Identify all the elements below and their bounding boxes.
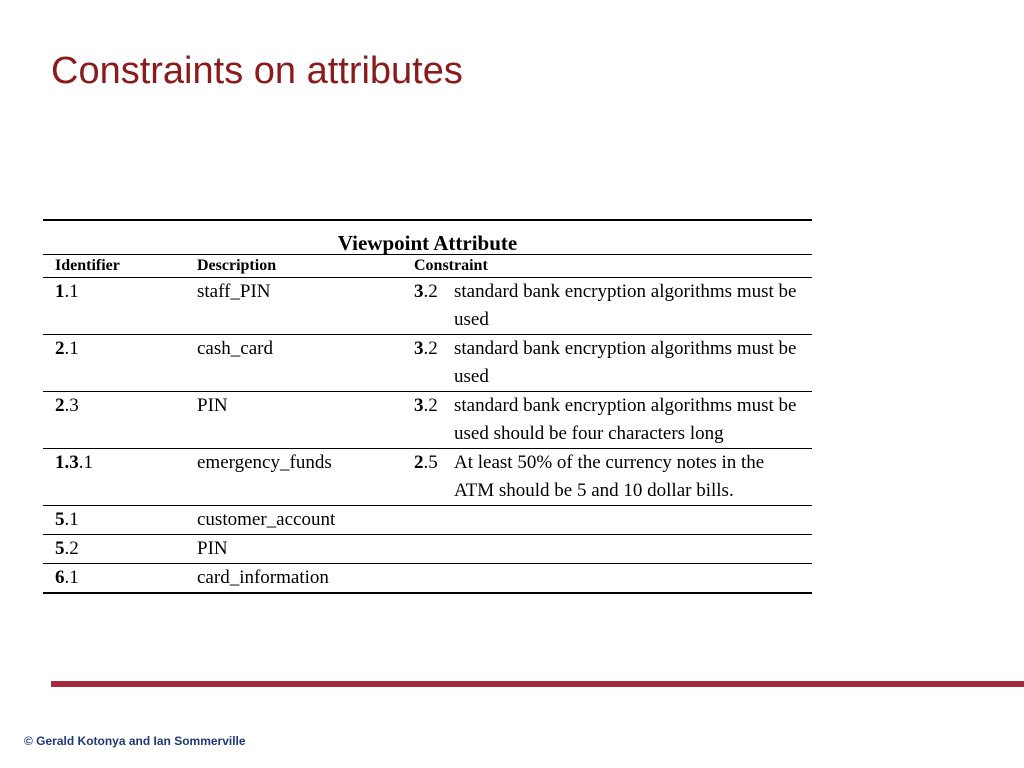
- row-constraint-text: standard bank encryption algorithms must be used: [454, 281, 797, 330]
- table-row: [43, 506, 812, 534]
- row-description: card_information: [197, 567, 329, 588]
- row-description: customer_account: [197, 509, 336, 530]
- row-identifier: 6.1: [55, 567, 79, 588]
- row-identifier: 2.1: [55, 338, 79, 359]
- row-identifier: 5.1: [55, 509, 79, 530]
- row-constraint-text: At least 50% of the currency notes in the ATM should be 5 and 10 dollar bills.: [454, 452, 765, 501]
- row-description: cash_card: [197, 338, 273, 359]
- row-constraint-text: standard bank encryption algorithms must be used should be four characters long: [454, 395, 797, 444]
- row-description: PIN: [197, 538, 228, 559]
- table-row: [43, 449, 812, 505]
- table-row: [43, 335, 812, 391]
- table-bottom-rule: [43, 592, 812, 594]
- row-constraint-ref: 3.2: [414, 395, 438, 416]
- table-row: [43, 278, 812, 334]
- column-header-identifier: Identifier: [55, 257, 120, 274]
- row-constraint-text: standard bank encryption algorithms must be used: [454, 338, 797, 387]
- row-identifier: 1.1: [55, 281, 79, 302]
- column-header-constraint: Constraint: [414, 257, 488, 274]
- row-description: staff_PIN: [197, 281, 271, 302]
- table-row: [43, 392, 812, 448]
- footer-divider-bar: [51, 681, 1024, 687]
- column-header-description: Description: [197, 257, 277, 274]
- row-constraint-ref: 3.2: [414, 338, 438, 359]
- row-identifier: 2.3: [55, 395, 79, 416]
- copyright-footer: © Gerald Kotonya and Ian Sommerville: [24, 734, 246, 748]
- row-constraint-ref: 3.2: [414, 281, 438, 302]
- table-row: [43, 564, 812, 592]
- row-description: emergency_funds: [197, 452, 332, 473]
- table-heading: Viewpoint Attribute: [337, 231, 518, 255]
- table-row: [43, 535, 812, 563]
- column-headers: [43, 255, 812, 277]
- viewpoint-attribute-table: [43, 219, 812, 594]
- row-constraint-ref: 2.5: [414, 452, 438, 473]
- row-identifier: 1.3.1: [55, 452, 93, 473]
- row-description: PIN: [197, 395, 228, 416]
- row-identifier: 5.2: [55, 538, 79, 559]
- slide-title: Constraints on attributes: [51, 50, 463, 92]
